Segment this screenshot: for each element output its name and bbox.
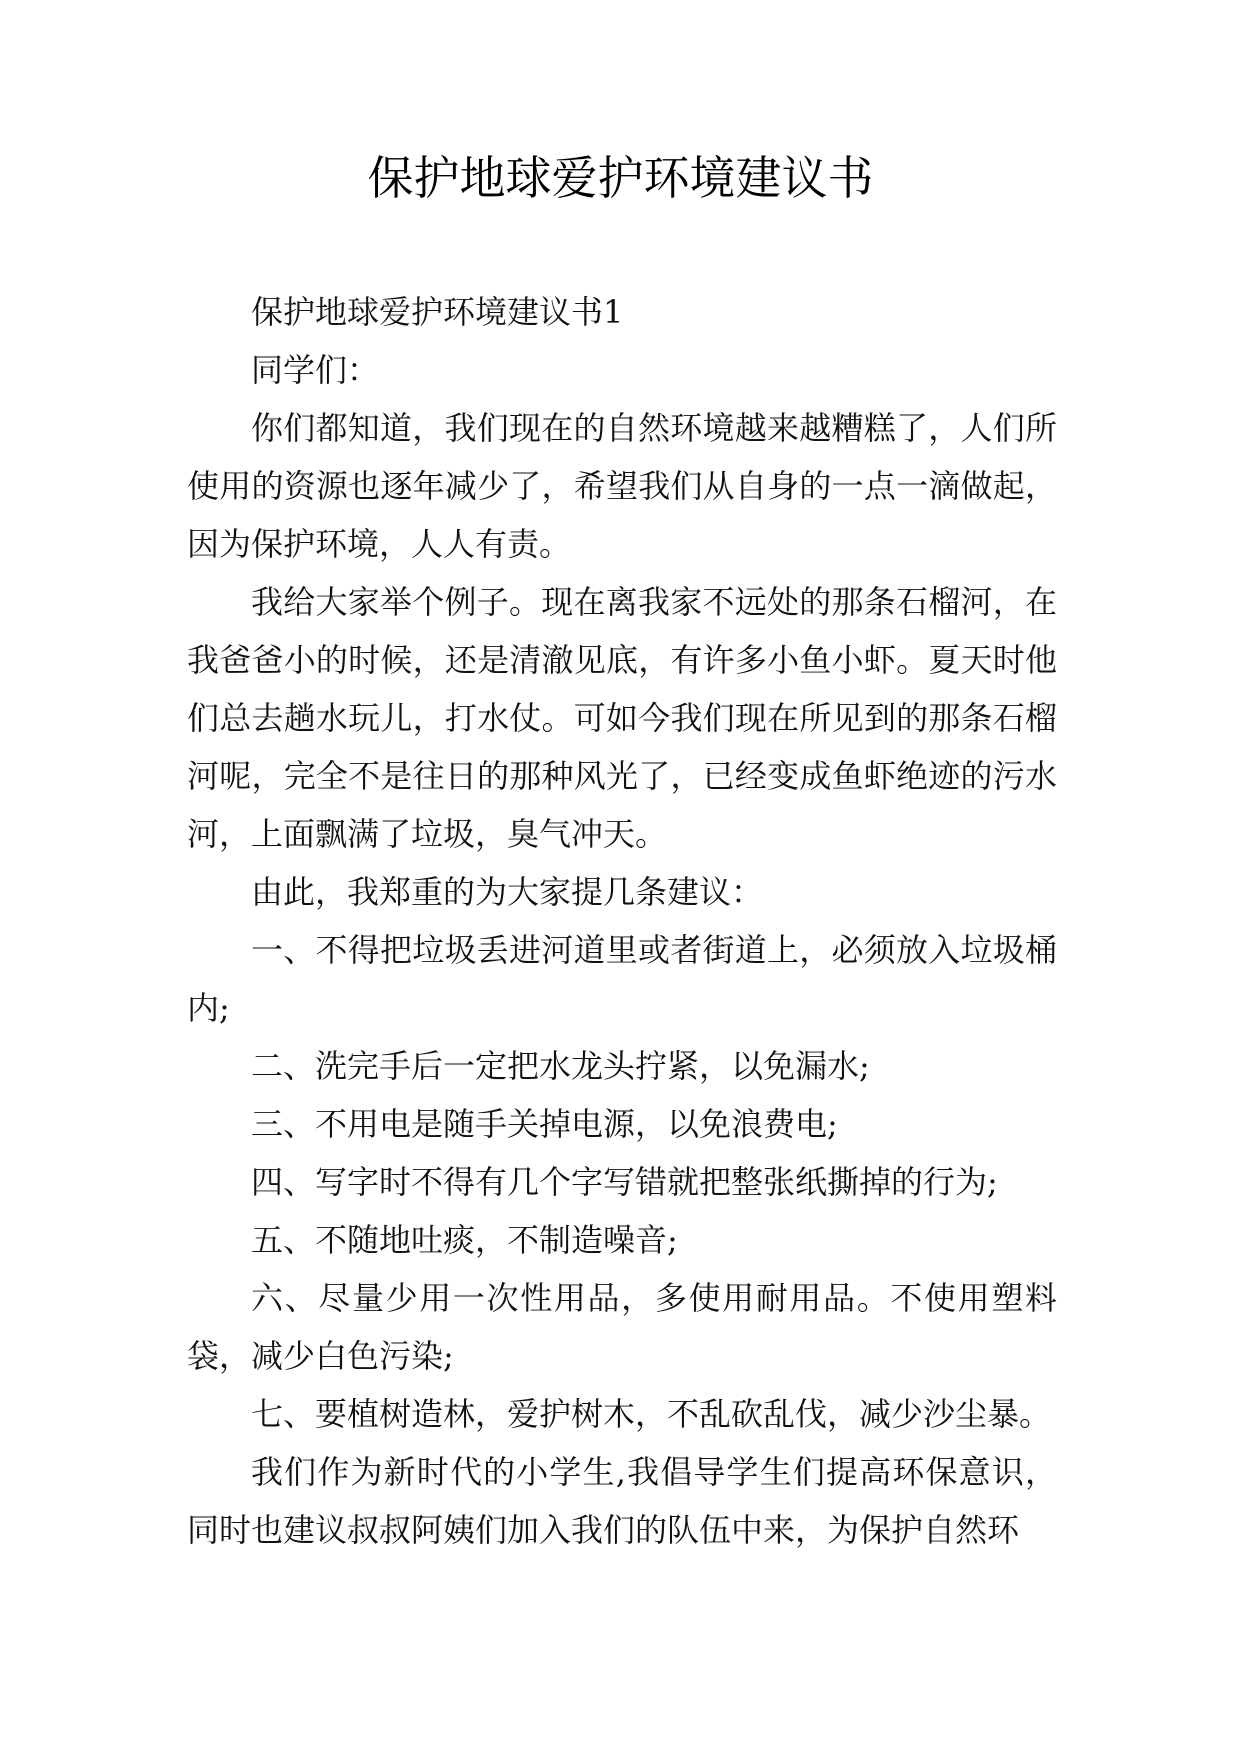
- proposal-item-4: 四、写字时不得有几个字写错就把整张纸撕掉的行为;: [251, 1163, 998, 1201]
- proposal-item-1: 一、不得把垃圾丢进河道里或者街道上，必须放入垃圾桶内;: [187, 931, 1057, 1027]
- proposal-item-6: 六、尽量少用一次性用品，多使用耐用品。不使用塑料袋，减少白色污染;: [187, 1279, 1057, 1375]
- paragraph-example: 我给大家举个例子。现在离我家不远处的那条石榴河，在我爸爸小的时候，还是清澈见底，有许多小鱼小虾。夏天时他们总去趟水玩儿，打水仗。可如今我们现在所见到的那条石榴河呢，完全不是往日的那种风光了，已经变成鱼虾绝迹的污水河，上面飘满了垃圾，臭气冲天。: [187, 583, 1057, 853]
- paragraph-proposal-lead: 由此，我郑重的为大家提几条建议：: [251, 873, 764, 911]
- proposal-item-5: 五、不随地吐痰，不制造噪音;: [251, 1221, 678, 1259]
- paragraph-closing: 我们作为新时代的小学生,我倡导学生们提高环保意识，同时也建议叔叔阿姨们加入我们的队伍中来，为保护自然环: [187, 1453, 1057, 1549]
- section-heading: 保护地球爱护环境建议书1: [251, 293, 624, 331]
- proposal-item-2: 二、洗完手后一定把水龙头拧紧，以免漏水;: [251, 1047, 870, 1085]
- proposal-item-7: 七、要植树造林，爱护树木，不乱砍乱伐，减少沙尘暴。: [251, 1395, 1052, 1433]
- document-title: 保护地球爱护环境建议书: [367, 151, 874, 205]
- salutation: 同学们：: [251, 351, 380, 389]
- document-body: [187, 283, 1057, 1559]
- paragraph-intro: 你们都知道，我们现在的自然环境越来越糟糕了，人们所使用的资源也逐年减少了，希望我们从自身的一点一滴做起，因为保护环境，人人有责。: [187, 409, 1057, 563]
- proposal-item-3: 三、不用电是随手关掉电源，以免浪费电;: [251, 1105, 838, 1143]
